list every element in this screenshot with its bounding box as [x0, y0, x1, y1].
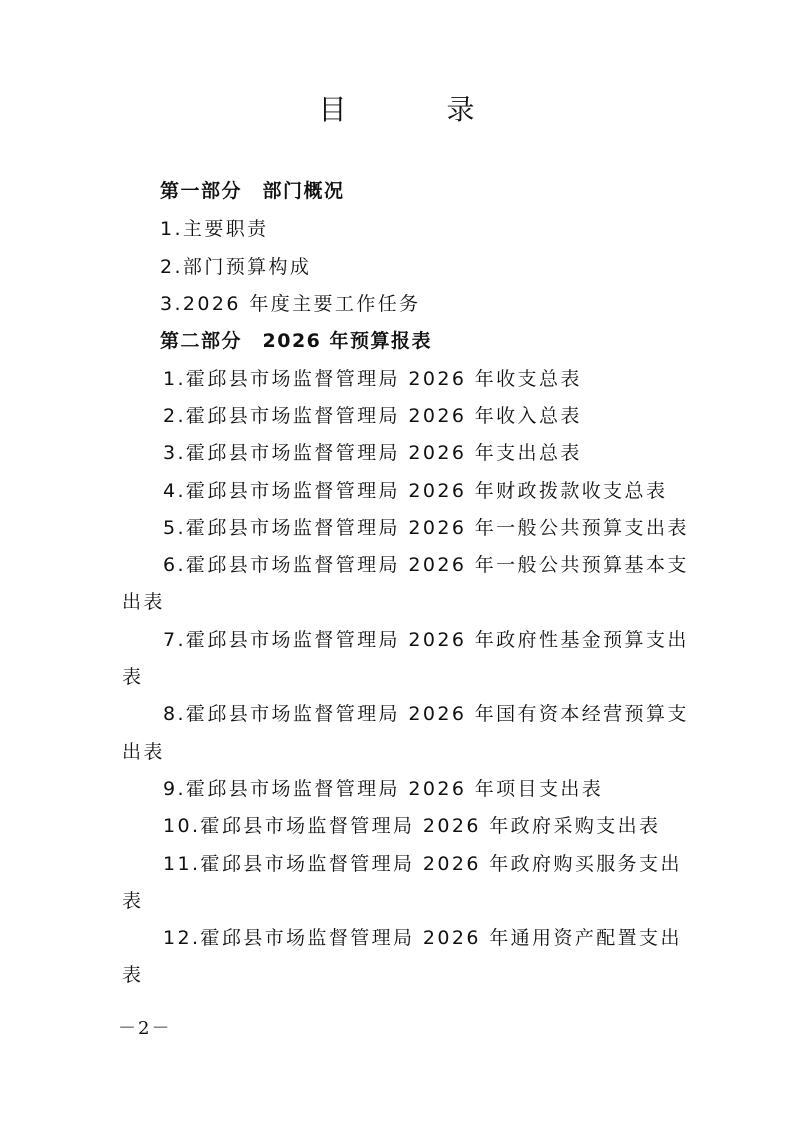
toc-item: 4.霍邱县市场监督管理局 2026 年财政拨款收支总表 [163, 480, 668, 502]
toc-item-continuation: 表 [122, 964, 144, 986]
toc-item: 11.霍邱县市场监督管理局 2026 年政府购买服务支出 [163, 853, 682, 875]
toc-item: 12.霍邱县市场监督管理局 2026 年通用资产配置支出 [163, 927, 682, 949]
toc-item-continuation: 出表 [122, 741, 165, 763]
toc-item: 7.霍邱县市场监督管理局 2026 年政府性基金预算支出 [163, 629, 689, 651]
page-title: 目 录 [318, 93, 511, 126]
toc-item: 10.霍邱县市场监督管理局 2026 年政府采购支出表 [163, 815, 661, 837]
toc-item: 5.霍邱县市场监督管理局 2026 年一般公共预算支出表 [163, 517, 689, 539]
toc-item-continuation: 表 [122, 890, 144, 912]
toc-item: 2.霍邱县市场监督管理局 2026 年收入总表 [163, 405, 582, 427]
toc-item-continuation: 表 [122, 666, 144, 688]
toc-item: 1.主要职责 [160, 218, 269, 240]
part1-heading: 第一部分 部门概况 [160, 180, 345, 202]
toc-item: 9.霍邱县市场监督管理局 2026 年项目支出表 [163, 778, 604, 800]
toc-item: 2.部门预算构成 [160, 256, 312, 278]
toc-item: 3.霍邱县市场监督管理局 2026 年支出总表 [163, 442, 582, 464]
toc-item: 1.霍邱县市场监督管理局 2026 年收支总表 [163, 368, 582, 390]
toc-item-continuation: 出表 [122, 591, 165, 613]
part2-heading: 第二部分 2026 年预算报表 [160, 330, 432, 352]
page-number: －2－ [118, 1018, 172, 1039]
toc-item: 8.霍邱县市场监督管理局 2026 年国有资本经营预算支 [163, 703, 689, 725]
toc-item: 3.2026 年度主要工作任务 [160, 293, 421, 315]
toc-item: 6.霍邱县市场监督管理局 2026 年一般公共预算基本支 [163, 554, 689, 576]
